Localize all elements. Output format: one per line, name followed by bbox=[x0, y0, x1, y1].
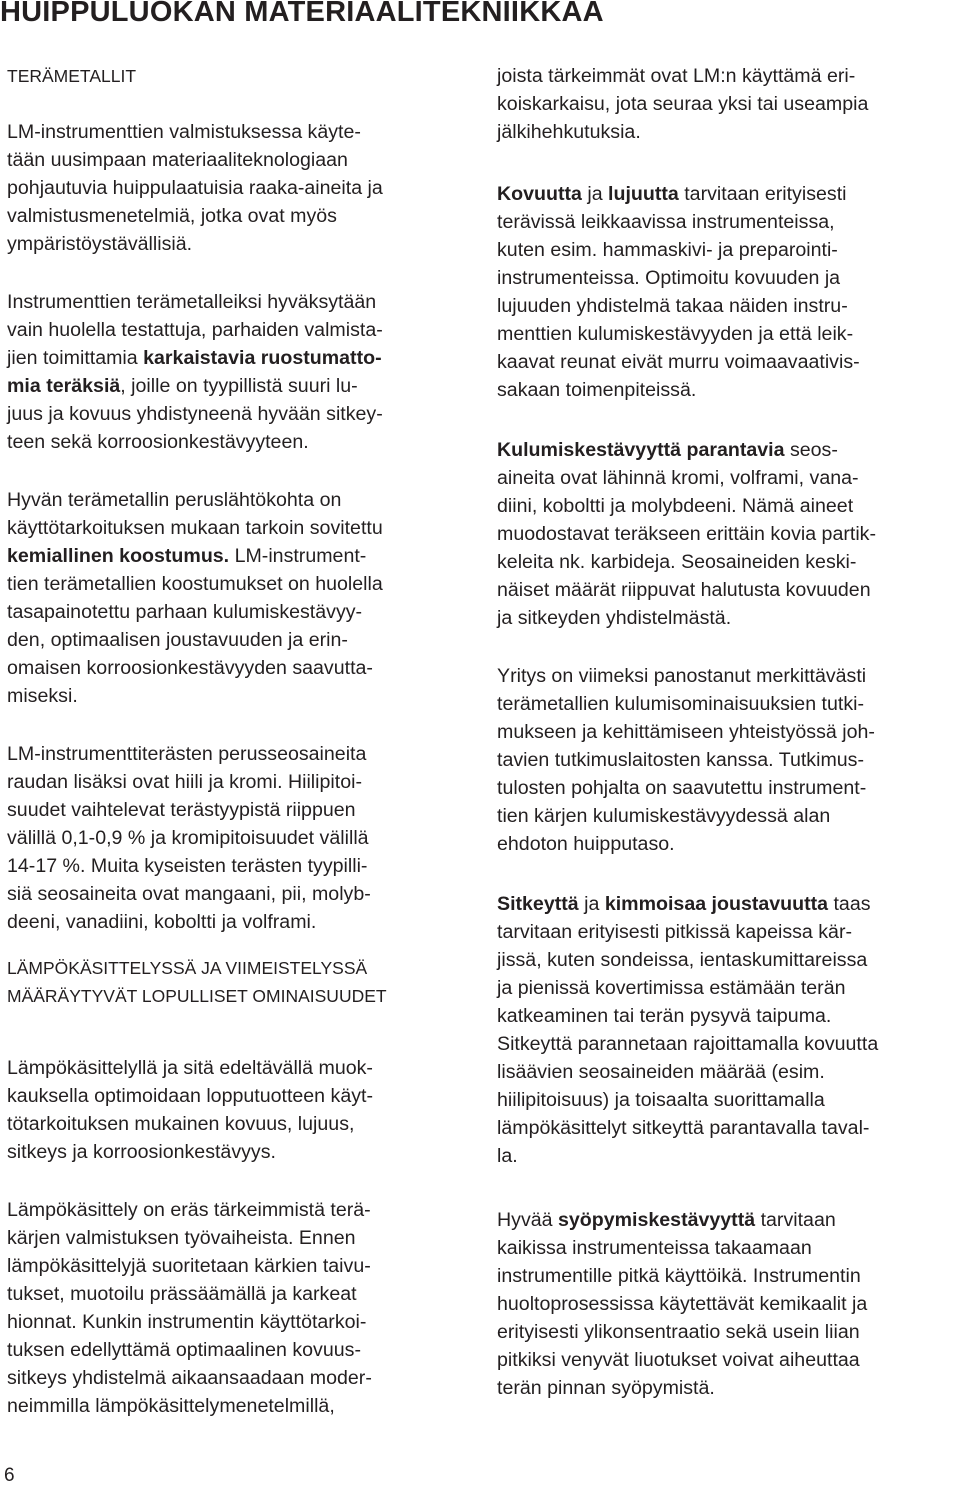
text-line bbox=[497, 376, 696, 404]
text-line bbox=[7, 428, 309, 456]
bold-term: Kulumiskestävyyttä parantavia bbox=[497, 439, 785, 461]
text-line bbox=[7, 1336, 361, 1364]
text-run: käyttötarkoituksen mukaan tarkoin sovitettu bbox=[7, 517, 383, 539]
text-run: tulosten pohjalta on saavutettu instrument- bbox=[497, 777, 867, 799]
text-run: siä seosaineita ovat mangaani, pii, molyb- bbox=[7, 883, 371, 905]
text-run: terämetallien kulumisominaisuuksien tutki- bbox=[497, 693, 864, 715]
text-run: kaavat reunat eivät murru voimaavaativis- bbox=[497, 351, 860, 373]
text-line bbox=[7, 1392, 335, 1420]
section-heading-line bbox=[7, 62, 136, 90]
text-run: tien terämetallien koostumukset on huolella bbox=[7, 573, 383, 595]
text-line bbox=[497, 1318, 860, 1346]
text-line bbox=[7, 1224, 356, 1252]
text-line bbox=[7, 824, 369, 852]
text-line bbox=[497, 802, 830, 830]
text-run: hiilipitoisuus) ja toisaalta suorittamalla bbox=[497, 1089, 825, 1111]
text-run: sakaan toimenpiteissä. bbox=[497, 379, 697, 401]
text-run: Yritys on viimeksi panostanut merkittävästi bbox=[497, 665, 867, 687]
text-line bbox=[7, 908, 316, 936]
text-run: taas bbox=[828, 893, 871, 915]
text-run: tarvitaan bbox=[755, 1209, 836, 1231]
text-line bbox=[7, 1280, 357, 1308]
text-line bbox=[497, 1262, 861, 1290]
text-line bbox=[7, 542, 366, 570]
text-line bbox=[497, 1234, 812, 1262]
bold-term: kemiallinen koostumus. bbox=[7, 545, 230, 567]
text-run: LM-instrumenttien valmistuksessa käyte- bbox=[7, 121, 361, 143]
text-line bbox=[7, 174, 383, 202]
text-line bbox=[7, 598, 362, 626]
bold-term: syöpymiskestävyyttä bbox=[557, 1209, 756, 1231]
text-run: lisäävien seosaineiden määrää (esim. bbox=[497, 1061, 825, 1083]
text-run: neimmilla lämpökäsittelymenetelmillä, bbox=[7, 1395, 335, 1417]
text-line bbox=[7, 288, 376, 316]
text-run: koiskarkaisu, jota seuraa yksi tai useampia bbox=[497, 93, 869, 115]
text-run: 14-17 %. Muita kyseisten terästen tyypilli- bbox=[7, 855, 368, 877]
text-run: seos- bbox=[784, 439, 838, 461]
bold-term: kimmoisaa joustavuutta bbox=[604, 893, 829, 915]
text-line bbox=[497, 746, 864, 774]
text-run: juus ja kovuus yhdistyneenä hyvään sitkey- bbox=[7, 403, 383, 425]
text-run: kauksella optimoidaan lopputuotteen käyt- bbox=[7, 1085, 373, 1107]
text-run: kuten esim. hammaskivi- ja preparointi- bbox=[497, 239, 838, 261]
text-line bbox=[7, 682, 78, 710]
text-line bbox=[7, 316, 383, 344]
text-line bbox=[497, 946, 867, 974]
text-run: jien toimittamia bbox=[7, 347, 144, 369]
text-line bbox=[497, 662, 866, 690]
text-line bbox=[497, 974, 846, 1002]
text-run: diini, koboltti ja molybdeeni. Nämä aineet bbox=[497, 495, 854, 517]
text-run: tasapainotettu parhaan kulumiskestävyy- bbox=[7, 601, 363, 623]
text-run: jälkihehkutuksia. bbox=[497, 121, 641, 143]
text-run: LM-instrumenttiterästen perusseosaineita bbox=[7, 743, 367, 765]
text-line bbox=[497, 604, 731, 632]
text-run: jissä, kuten sondeissa, ientaskumittareissa bbox=[497, 949, 868, 971]
text-run: tötarkoituksen mukainen kovuus, lujuus, bbox=[7, 1113, 355, 1135]
text-run: kärjen valmistuksen työvaiheista. Ennen bbox=[7, 1227, 356, 1249]
text-line bbox=[7, 1082, 373, 1110]
text-run: MÄÄRÄYTYVÄT LOPULLISET OMINAISUUDET bbox=[7, 986, 387, 1006]
text-line bbox=[7, 400, 383, 428]
text-line bbox=[497, 208, 835, 236]
text-run: TERÄMETALLIT bbox=[7, 66, 137, 86]
text-line bbox=[497, 1374, 715, 1402]
text-run: deeni, vanadiini, koboltti ja volframi. bbox=[7, 911, 317, 933]
text-line bbox=[497, 118, 641, 146]
text-line bbox=[7, 654, 373, 682]
text-line bbox=[7, 1138, 276, 1166]
text-run: näiset määrät riippuvat halutusta kovuuden bbox=[497, 579, 871, 601]
text-line bbox=[497, 1290, 867, 1318]
text-line bbox=[497, 348, 860, 376]
text-run: keleita nk. karbideja. Seosaineiden keski- bbox=[497, 551, 857, 573]
text-line bbox=[497, 718, 875, 746]
text-run: menttien kulumiskestävyyden ja että leik- bbox=[497, 323, 854, 345]
text-run: välillä 0,1-0,9 % ja kromipitoisuudet välillä bbox=[7, 827, 369, 849]
text-run: ja pienissä kovertimissa estämään terän bbox=[497, 977, 846, 999]
bold-term: mia teräksiä bbox=[7, 375, 121, 397]
text-run: huoltoprosessissa käytettävät kemikaalit ja bbox=[497, 1293, 868, 1315]
text-run: ja sitkeyden yhdistelmästä. bbox=[497, 607, 732, 629]
text-run: tien kärjen kulumiskestävyydessä alan bbox=[497, 805, 831, 827]
text-line bbox=[7, 118, 361, 146]
text-run: miseksi. bbox=[7, 685, 78, 707]
text-line bbox=[7, 1110, 354, 1138]
text-run: tarvitaan erityisesti bbox=[678, 183, 847, 205]
text-line bbox=[7, 1054, 373, 1082]
text-run: hionnat. Kunkin instrumentin käyttötarkoi- bbox=[7, 1311, 367, 1333]
text-run: erityisesti ylikonsentraatio sekä usein liian bbox=[497, 1321, 860, 1343]
text-run: tään uusimpaan materiaaliteknologiaan bbox=[7, 149, 348, 171]
text-line bbox=[497, 1030, 878, 1058]
text-run: terän pinnan syöpymistä. bbox=[497, 1377, 715, 1399]
page-title: HUIPPULUOKAN MATERIAALITEKNIIKKAA bbox=[0, 0, 604, 28]
text-line bbox=[7, 626, 348, 654]
bold-term: lujuutta bbox=[608, 183, 679, 205]
text-run: terävissä leikkaavissa instrumenteissa, bbox=[497, 211, 835, 233]
text-line bbox=[497, 264, 840, 292]
section-heading-line bbox=[7, 954, 367, 982]
text-line bbox=[7, 1252, 371, 1280]
text-line bbox=[497, 1086, 825, 1114]
text-line bbox=[497, 180, 847, 208]
text-line bbox=[7, 570, 383, 598]
text-run: omaisen korroosionkestävyyden saavutta- bbox=[7, 657, 373, 679]
text-line bbox=[497, 1058, 825, 1086]
text-run: tavien tutkimuslaitosten kanssa. Tutkimus- bbox=[497, 749, 864, 771]
text-run: kaikissa instrumenteissa takaamaan bbox=[497, 1237, 812, 1259]
text-line bbox=[497, 520, 876, 548]
text-run: Instrumenttien terämetalleiksi hyväksytään bbox=[7, 291, 377, 313]
text-line bbox=[497, 576, 871, 604]
text-line bbox=[497, 464, 859, 492]
text-line bbox=[497, 1142, 518, 1170]
text-line bbox=[497, 690, 864, 718]
text-line bbox=[7, 146, 348, 174]
text-run: ja bbox=[578, 893, 605, 915]
text-line bbox=[7, 852, 367, 880]
text-line bbox=[497, 1346, 860, 1374]
text-run: vain huolella testattuja, parhaiden valmista- bbox=[7, 319, 383, 341]
bold-term: Sitkeyttä bbox=[497, 893, 579, 915]
text-run: teen sekä korroosionkestävyyteen. bbox=[7, 431, 309, 453]
text-run: la. bbox=[497, 1145, 518, 1167]
text-run: Lämpökäsittely on eräs tärkeimmistä terä- bbox=[7, 1199, 371, 1221]
text-line bbox=[497, 1206, 836, 1234]
text-run: joista tärkeimmät ovat LM:n käyttämä eri- bbox=[497, 65, 856, 87]
text-run: ja bbox=[581, 183, 609, 205]
text-line bbox=[7, 1196, 371, 1224]
text-run: tarvitaan erityisesti pitkissä kapeissa kär- bbox=[497, 921, 852, 943]
text-run: ehdoton huipputaso. bbox=[497, 833, 675, 855]
text-run: suudet vaihtelevat terästyypistä riippuen bbox=[7, 799, 356, 821]
text-run: tukset, muotoilu prässäämällä ja karkeat bbox=[7, 1283, 357, 1305]
text-line bbox=[7, 1308, 366, 1336]
text-line bbox=[497, 292, 848, 320]
text-line bbox=[497, 830, 675, 858]
text-run: Hyvää bbox=[497, 1209, 558, 1231]
text-line bbox=[7, 514, 383, 542]
bold-term: karkaistavia ruostumatto- bbox=[143, 347, 382, 369]
text-line bbox=[7, 768, 362, 796]
text-line bbox=[7, 740, 366, 768]
text-line bbox=[497, 1002, 831, 1030]
text-run: Sitkeyttä parannetaan rajoittamalla kovuutta bbox=[497, 1033, 879, 1055]
text-line bbox=[7, 880, 371, 908]
text-line bbox=[497, 774, 866, 802]
text-run: lujuuden yhdistelmä takaa näiden instru- bbox=[497, 295, 848, 317]
text-run: raudan lisäksi ovat hiili ja kromi. Hiilipitoi- bbox=[7, 771, 362, 793]
text-line bbox=[497, 436, 838, 464]
text-run: LM-instrument- bbox=[229, 545, 367, 567]
text-line bbox=[7, 372, 358, 400]
text-run: valmistusmenetelmiä, jotka ovat myös bbox=[7, 205, 337, 227]
text-run: Hyvän terämetallin peruslähtökohta on bbox=[7, 489, 342, 511]
text-run: lämpökäsittelyt sitkeyttä parantavalla taval- bbox=[497, 1117, 870, 1139]
text-line bbox=[7, 230, 192, 258]
text-line bbox=[497, 236, 838, 264]
text-run: instrumenteissa. Optimoitu kovuuden ja bbox=[497, 267, 841, 289]
text-run: mukseen ja kehittämiseen yhteistyössä joh- bbox=[497, 721, 875, 743]
text-line bbox=[497, 62, 855, 90]
text-run: pohjautuvia huippulaatuisia raaka-aineita ja bbox=[7, 177, 383, 199]
text-run: sitkeys yhdistelmä aikaansaadaan moder- bbox=[7, 1367, 372, 1389]
text-line bbox=[497, 1114, 869, 1142]
text-line bbox=[497, 918, 852, 946]
text-run: , joille on tyypillistä suuri lu- bbox=[120, 375, 358, 397]
text-run: tuksen edellyttämä optimaalinen kovuus- bbox=[7, 1339, 361, 1361]
text-line bbox=[7, 1364, 372, 1392]
text-line bbox=[497, 320, 853, 348]
text-run: muodostavat teräkseen erittäin kovia partik- bbox=[497, 523, 876, 545]
text-line bbox=[497, 548, 856, 576]
text-run: sitkeys ja korroosionkestävyys. bbox=[7, 1141, 276, 1163]
text-run: den, optimaalisen joustavuuden ja erin- bbox=[7, 629, 348, 651]
text-run: Lämpökäsittelyllä ja sitä edeltävällä muok- bbox=[7, 1057, 373, 1079]
page-number: 6 bbox=[4, 1465, 15, 1486]
text-line bbox=[497, 890, 871, 918]
text-line bbox=[7, 796, 356, 824]
text-run: LÄMPÖKÄSITTELYSSÄ JA VIIMEISTELYSSÄ bbox=[7, 958, 368, 978]
text-line bbox=[7, 486, 341, 514]
text-line bbox=[497, 90, 868, 118]
text-run: instrumentille pitkä käyttöikä. Instrumentin bbox=[497, 1265, 861, 1287]
section-heading-line bbox=[7, 982, 387, 1010]
text-run: pitkiksi venyvät liuotukset voivat aiheuttaa bbox=[497, 1349, 860, 1371]
text-line bbox=[7, 344, 382, 372]
text-line bbox=[7, 202, 337, 230]
text-run: ympäristöystävällisiä. bbox=[7, 233, 193, 255]
text-run: aineita ovat lähinnä kromi, volframi, vana- bbox=[497, 467, 859, 489]
text-run: lämpökäsittelyjä suoritetaan kärkien taivu- bbox=[7, 1255, 371, 1277]
bold-term: Kovuutta bbox=[497, 183, 582, 205]
text-run: katkeaminen tai terän pysyvä taipuma. bbox=[497, 1005, 832, 1027]
text-line bbox=[497, 492, 853, 520]
